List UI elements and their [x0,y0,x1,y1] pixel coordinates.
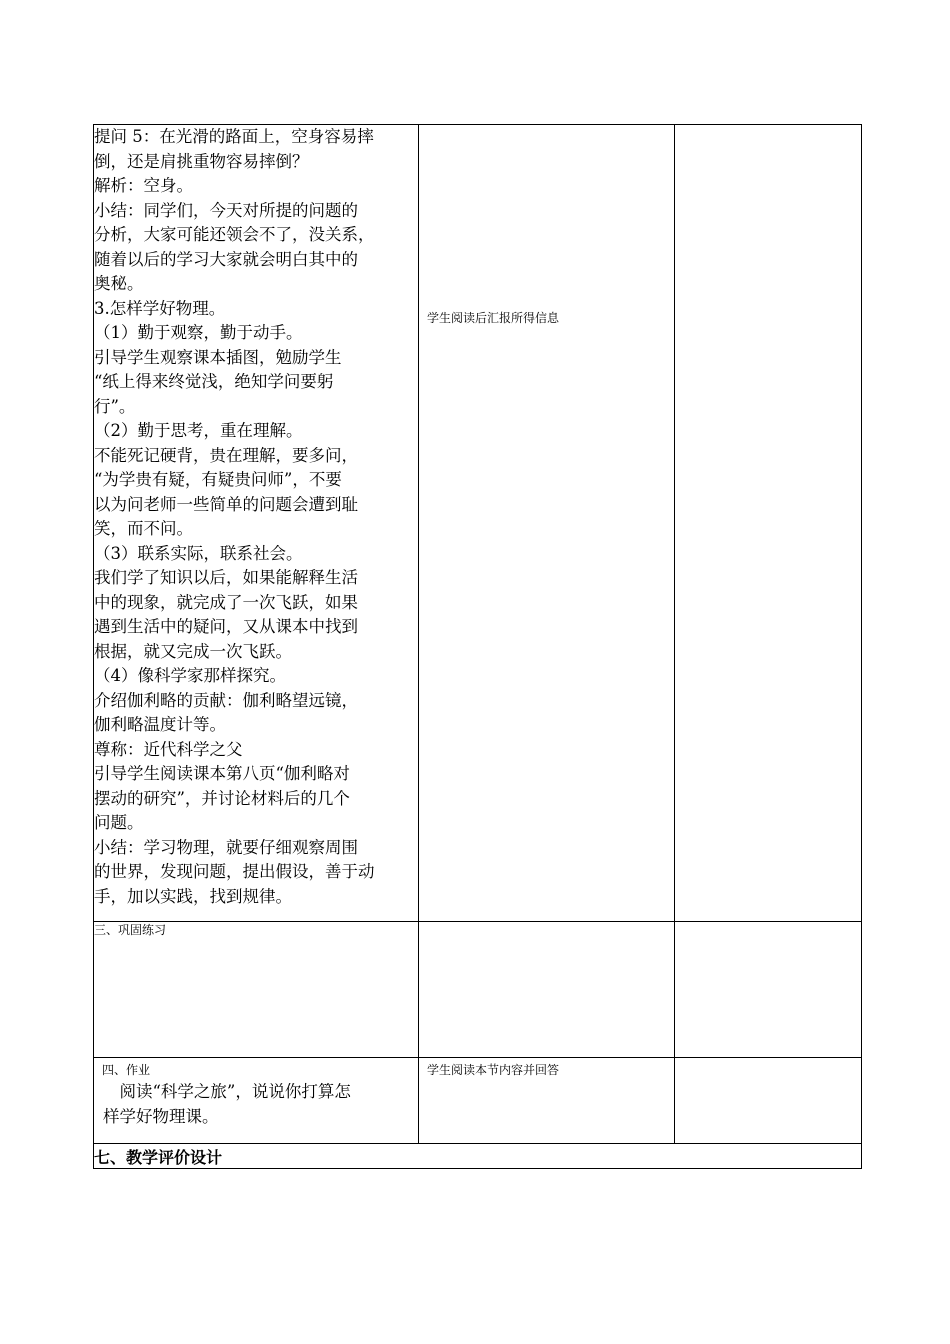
text-line: 笑，而不问。 [94,519,193,538]
table-row [94,125,862,922]
text-line: 倒，还是肩挑重物容易摔倒？ [94,151,309,171]
text-line: “纸上得来终觉浅，绝知学问要躬 [94,372,334,391]
text-line: 的世界，发现问题，提出假设，善于动 [94,862,375,881]
text-line: 遇到生活中的疑问，又从课本中找到 [94,617,358,636]
student-activity-text: 学生阅读后汇报所得信息 [427,311,560,325]
section-heading: 三、巩固练习 [94,923,167,937]
design-intent-cell [675,922,862,1058]
table-row [94,1058,862,1144]
homework-cell [94,1058,419,1144]
text-line: 尊称：近代科学之父 [94,739,243,759]
text-line: 奥秘。 [94,274,144,293]
text-line: 伽利略温度计等。 [94,715,226,734]
design-intent-cell [675,1058,862,1144]
text-line: 小结：学习物理，就要仔细观察周围 [94,837,358,857]
text-line: 3.怎样学好物理。 [94,298,226,318]
student-activity-cell [419,125,675,922]
design-intent-cell [675,125,862,922]
text-line: 阅读“科学之旅”，说说你打算怎 [119,1082,351,1101]
text-line: 摆动的研究”，并讨论材料后的几个 [94,788,350,808]
text-line: 小结：同学们，今天对所提的问题的 [94,200,358,220]
text-line: 以为问老师一些简单的问题会遭到耻 [94,494,358,514]
text-line: 样学好物理课。 [103,1106,219,1126]
homework-text [94,1078,418,1129]
evaluation-design-heading: 七、教学评价设计 [94,1144,862,1169]
student-activity-cell [419,922,675,1058]
lesson-plan-table [93,124,862,1169]
text-line: 随着以后的学习大家就会明白其中的 [94,249,358,269]
text-line: 介绍伽利略的贡献：伽利略望远镜， [94,690,358,710]
text-line: 不能死记硬背，贵在理解，要多问， [94,445,358,465]
text-line: （2）勤于思考，重在理解。 [94,421,303,440]
text-line: 问题。 [94,813,144,832]
text-line: （3）联系实际，联系社会。 [94,543,303,563]
text-line: 手，加以实践，找到规律。 [94,886,292,906]
teacher-activity-cell [94,125,419,922]
text-line: “为学贵有疑，有疑贵问师”，不要 [94,470,342,489]
table-row [94,922,862,1058]
text-line: 我们学了知识以后，如果能解释生活 [94,568,358,587]
table-row [94,1144,862,1169]
text-line: （4）像科学家那样探究。 [94,666,286,685]
consolidation-cell [94,922,419,1058]
text-line: 引导学生阅读课本第八页“伽利略对 [94,764,350,783]
student-activity-cell [419,1058,675,1144]
text-line: 中的现象，就完成了一次飞跃，如果 [94,592,358,612]
text-line: 行”。 [94,396,136,416]
text-line: （1）勤于观察，勤于动手。 [94,323,303,342]
text-line: 解析：空身。 [94,176,193,195]
text-line: 分析，大家可能还领会不了，没关系， [94,225,375,244]
student-activity-text: 学生阅读本节内容并回答 [427,1063,560,1077]
section-heading: 四、作业 [102,1063,151,1077]
text-line: 根据，就又完成一次飞跃。 [94,641,292,661]
text-line: 提问 5：在光滑的路面上，空身容易摔 [94,127,374,146]
text-line: 引导学生观察课本插图，勉励学生 [94,347,342,367]
